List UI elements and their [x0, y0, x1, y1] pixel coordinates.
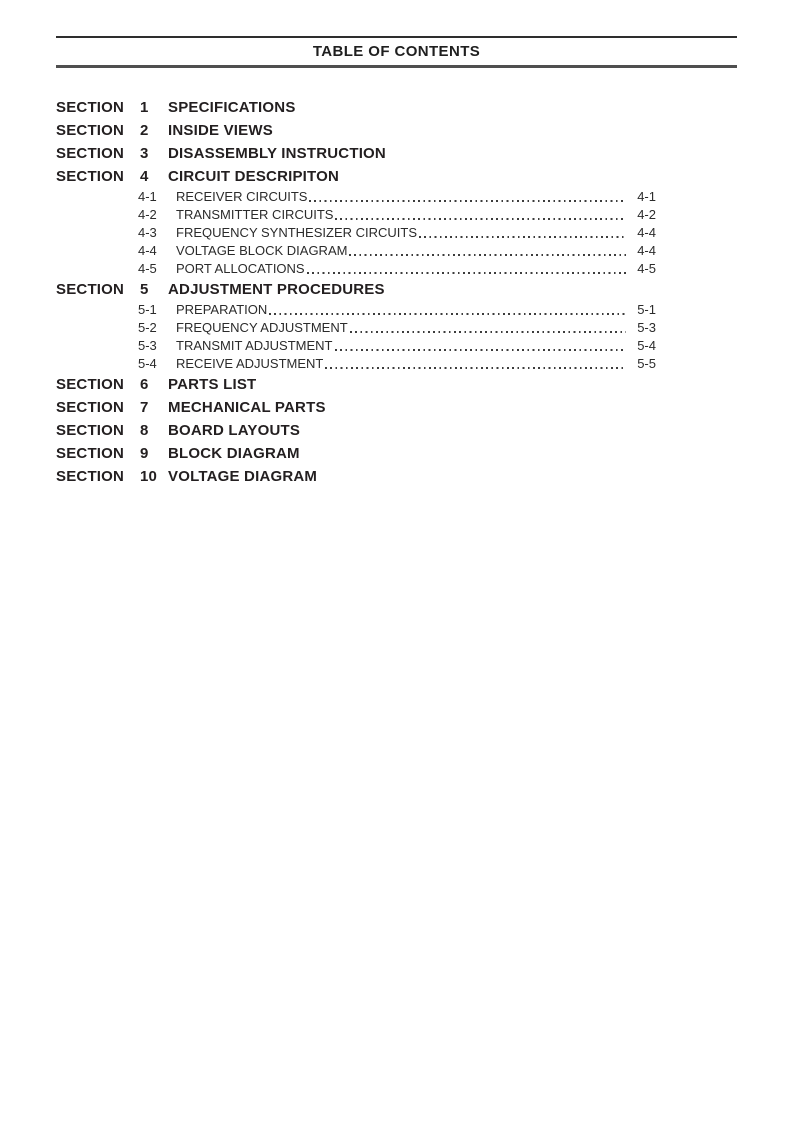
subsection-title: TRANSMIT ADJUSTMENT — [176, 338, 333, 353]
dot-leader — [325, 367, 626, 369]
section-title: SPECIFICATIONS — [168, 99, 296, 116]
section-label: SECTION — [56, 422, 125, 439]
section-number: 8 — [140, 422, 149, 439]
subsection-page-number: 5-4 — [637, 338, 656, 353]
toc-subsection-row — [56, 355, 656, 373]
section-label: SECTION — [56, 376, 125, 393]
toc-section-row — [56, 419, 656, 442]
section-label: SECTION — [56, 445, 125, 462]
subsection-page-number: 4-4 — [637, 243, 656, 258]
toc-subsection-row — [56, 260, 656, 278]
section-label: SECTION — [56, 99, 125, 116]
page-title: TABLE OF CONTENTS — [312, 43, 481, 60]
dot-leader — [349, 254, 626, 256]
toc-subsection-row — [56, 188, 656, 206]
section-title: INSIDE VIEWS — [168, 122, 273, 139]
toc-section-row — [56, 96, 656, 119]
subsection-title: VOLTAGE BLOCK DIAGRAM — [176, 243, 348, 258]
section-label: SECTION — [56, 145, 125, 162]
toc-section-row — [56, 278, 656, 301]
section-number: 9 — [140, 445, 149, 462]
dot-leader — [335, 349, 627, 351]
subsection-title: TRANSMITTER CIRCUITS — [176, 207, 334, 222]
toc-subsection-row — [56, 224, 656, 242]
subsection-page-number: 5-1 — [637, 302, 656, 317]
subsection-page-number: 4-4 — [637, 225, 656, 240]
toc-section-row — [56, 373, 656, 396]
subsection-number: 4-3 — [138, 225, 157, 240]
section-label: SECTION — [56, 122, 125, 139]
subsection-title: FREQUENCY SYNTHESIZER CIRCUITS — [176, 225, 418, 240]
section-label: SECTION — [56, 399, 125, 416]
subsection-title: FREQUENCY ADJUSTMENT — [176, 320, 348, 335]
toc-section-row — [56, 142, 656, 165]
dot-leader — [307, 272, 626, 274]
header-top-rule — [56, 36, 737, 38]
section-title: MECHANICAL PARTS — [168, 399, 326, 416]
dot-leader — [335, 218, 626, 220]
section-title: PARTS LIST — [168, 376, 257, 393]
section-label: SECTION — [56, 468, 125, 485]
section-number: 6 — [140, 376, 149, 393]
section-label: SECTION — [56, 168, 125, 185]
toc-section-row — [56, 165, 656, 188]
subsection-number: 5-1 — [138, 302, 157, 317]
subsection-number: 4-4 — [138, 243, 157, 258]
section-number: 1 — [140, 99, 149, 116]
subsection-title: PREPARATION — [176, 302, 268, 317]
toc-subsection-row — [56, 242, 656, 260]
section-title: CIRCUIT DESCRIPITON — [168, 168, 340, 185]
section-title: DISASSEMBLY INSTRUCTION — [168, 145, 386, 162]
subsection-number: 4-2 — [138, 207, 157, 222]
dot-leader — [269, 313, 626, 315]
toc-section-row — [56, 465, 656, 488]
header-bottom-rule — [56, 65, 737, 68]
subsection-page-number: 5-3 — [637, 320, 656, 335]
toc-header — [56, 0, 737, 68]
toc-section-row — [56, 119, 656, 142]
section-title: BLOCK DIAGRAM — [168, 445, 300, 462]
subsection-page-number: 4-1 — [637, 189, 656, 204]
section-number: 4 — [140, 168, 149, 185]
subsection-page-number: 5-5 — [637, 356, 656, 371]
subsection-page-number: 4-2 — [637, 207, 656, 222]
toc-list — [56, 96, 656, 488]
section-title: BOARD LAYOUTS — [168, 422, 301, 439]
subsection-number: 5-2 — [138, 320, 157, 335]
toc-section-row — [56, 396, 656, 419]
section-number: 10 — [140, 468, 158, 485]
subsection-title: RECEIVE ADJUSTMENT — [176, 356, 324, 371]
section-title: VOLTAGE DIAGRAM — [168, 468, 318, 485]
section-title: ADJUSTMENT PROCEDURES — [168, 281, 385, 298]
toc-subsection-row — [56, 206, 656, 224]
dot-leader — [309, 200, 626, 202]
toc-subsection-row — [56, 301, 656, 319]
subsection-number: 4-1 — [138, 189, 157, 204]
toc-section-row — [56, 442, 656, 465]
subsection-number: 5-4 — [138, 356, 157, 371]
section-number: 2 — [140, 122, 149, 139]
subsection-number: 5-3 — [138, 338, 157, 353]
section-number: 5 — [140, 281, 149, 298]
dot-leader — [350, 331, 626, 333]
subsection-title: RECEIVER CIRCUITS — [176, 189, 308, 204]
subsection-number: 4-5 — [138, 261, 157, 276]
toc-subsection-row — [56, 337, 656, 355]
section-label: SECTION — [56, 281, 125, 298]
subsection-title: PORT ALLOCATIONS — [176, 261, 305, 276]
section-number: 3 — [140, 145, 149, 162]
section-number: 7 — [140, 399, 149, 416]
dot-leader — [419, 236, 626, 238]
toc-subsection-row — [56, 319, 656, 337]
subsection-page-number: 4-5 — [637, 261, 656, 276]
